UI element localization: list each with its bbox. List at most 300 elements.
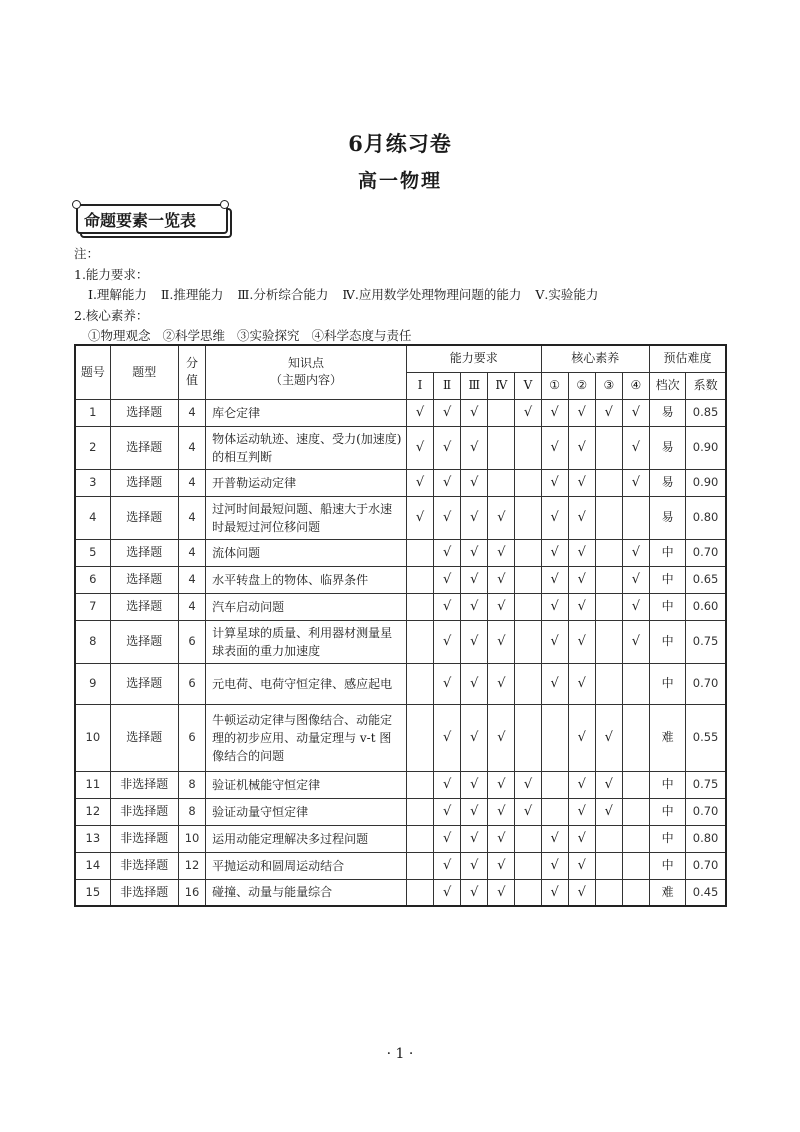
check-mark-icon: √ (550, 545, 559, 560)
question-score: 4 (178, 496, 205, 539)
ability-cell (488, 593, 515, 620)
question-type: 选择题 (110, 593, 178, 620)
ability-cell (515, 426, 541, 469)
check-mark-icon: √ (415, 405, 425, 420)
check-mark-icon: √ (470, 405, 479, 420)
ability-heading: 1.能力要求： (74, 266, 149, 282)
ability-cell (461, 825, 488, 852)
check-mark-icon: √ (577, 730, 586, 745)
check-mark-icon: √ (550, 599, 559, 614)
question-type: 非选择题 (110, 771, 178, 798)
question-score: 16 (178, 879, 205, 906)
question-number: 10 (75, 704, 110, 771)
check-mark-icon: √ (442, 676, 452, 691)
core-cell (622, 771, 649, 798)
header-ability-col: Ⅰ (406, 372, 433, 399)
core-cell (622, 663, 649, 704)
difficulty-level: 难 (650, 879, 686, 906)
core-cell (622, 593, 649, 620)
ability-cell (406, 704, 433, 771)
core-cell (622, 566, 649, 593)
header-score-bottom: 值 (186, 373, 199, 388)
check-mark-icon: √ (470, 777, 479, 792)
check-mark-icon: √ (470, 634, 479, 649)
ability-cell (434, 879, 461, 906)
check-mark-icon: √ (442, 405, 452, 420)
table-row (75, 539, 726, 566)
core-cell (595, 593, 622, 620)
ability-cell (434, 852, 461, 879)
difficulty-coefficient: 0.70 (686, 798, 726, 825)
check-mark-icon: √ (577, 475, 586, 490)
core-cell (541, 852, 568, 879)
check-mark-icon: √ (470, 884, 479, 900)
check-mark-icon: √ (442, 475, 452, 490)
question-type: 选择题 (110, 663, 178, 704)
question-number: 2 (75, 426, 110, 469)
difficulty-level: 中 (650, 798, 686, 825)
difficulty-coefficient: 0.70 (686, 663, 726, 704)
table-row (75, 663, 726, 704)
page-number: · 1 · (386, 1046, 414, 1062)
header-core: 核心素养 (541, 345, 649, 372)
ability-cell (515, 399, 541, 426)
check-mark-icon: √ (550, 831, 559, 846)
core-cell (622, 852, 649, 879)
check-mark-icon: √ (550, 475, 559, 490)
check-mark-icon: √ (497, 545, 506, 560)
core-cell (541, 825, 568, 852)
ability-cell (488, 469, 515, 496)
check-mark-icon: √ (470, 572, 479, 587)
ability-cell (461, 496, 488, 539)
ability-cell (461, 593, 488, 620)
core-cell (595, 771, 622, 798)
difficulty-coefficient: 0.80 (686, 496, 726, 539)
question-type: 非选择题 (110, 798, 178, 825)
check-mark-icon: √ (631, 572, 641, 587)
ability-cell (461, 771, 488, 798)
question-score: 6 (178, 663, 205, 704)
check-mark-icon: √ (604, 804, 613, 819)
ability-cell (488, 399, 515, 426)
core-cell (622, 825, 649, 852)
difficulty-coefficient: 0.80 (686, 825, 726, 852)
difficulty-coefficient: 0.75 (686, 620, 726, 663)
check-mark-icon: √ (470, 730, 479, 745)
check-mark-icon: √ (470, 545, 479, 560)
ability-cell (515, 496, 541, 539)
header-ability: 能力要求 (406, 345, 541, 372)
check-mark-icon: √ (497, 634, 506, 649)
check-mark-icon: √ (577, 804, 586, 819)
core-cell (568, 496, 595, 539)
ability-cell (406, 539, 433, 566)
core-cell (595, 469, 622, 496)
check-mark-icon: √ (550, 858, 559, 873)
check-mark-icon: √ (550, 884, 559, 900)
ability-cell (488, 704, 515, 771)
check-mark-icon: √ (470, 858, 479, 873)
core-cell (541, 469, 568, 496)
difficulty-coefficient: 0.60 (686, 593, 726, 620)
question-number: 14 (75, 852, 110, 879)
ability-cell (515, 771, 541, 798)
check-mark-icon: √ (470, 831, 479, 846)
core-cell (568, 620, 595, 663)
check-mark-icon: √ (497, 831, 506, 846)
core-cell (595, 426, 622, 469)
check-mark-icon: √ (604, 405, 613, 420)
header-core-col: ③ (595, 372, 622, 399)
ability-cell (434, 539, 461, 566)
check-mark-icon: √ (442, 599, 452, 614)
check-mark-icon: √ (550, 405, 559, 420)
header-knowledge-top: 知识点 (288, 356, 325, 371)
table-row (75, 771, 726, 798)
check-mark-icon: √ (442, 884, 452, 900)
ability-cell (406, 771, 433, 798)
question-score: 4 (178, 469, 205, 496)
question-score: 8 (178, 771, 205, 798)
core-cell (595, 663, 622, 704)
header-score-top: 分 (186, 356, 199, 371)
header-score (178, 345, 205, 399)
knowledge-point: 牛顿运动定律与图像结合、动能定理的初步应用、动量定理与 v-t 图像结合的问题 (206, 704, 407, 771)
ability-cell (406, 663, 433, 704)
difficulty-level: 中 (650, 825, 686, 852)
check-mark-icon: √ (497, 884, 506, 900)
header-ability-col: Ⅲ (461, 372, 488, 399)
ability-cell (488, 426, 515, 469)
check-mark-icon: √ (550, 572, 559, 587)
header-no: 题号 (75, 345, 110, 399)
question-number: 4 (75, 496, 110, 539)
question-score: 4 (178, 566, 205, 593)
knowledge-point: 平抛运动和圆周运动结合 (206, 852, 407, 879)
check-mark-icon: √ (523, 405, 533, 420)
knowledge-point: 验证机械能守恒定律 (206, 771, 407, 798)
ability-cell (434, 566, 461, 593)
ability-cell (461, 399, 488, 426)
question-type: 选择题 (110, 426, 178, 469)
check-mark-icon: √ (577, 599, 586, 614)
core-cell (622, 469, 649, 496)
difficulty-level: 中 (650, 663, 686, 704)
check-mark-icon: √ (577, 405, 586, 420)
core-cell (622, 879, 649, 906)
check-mark-icon: √ (631, 440, 641, 455)
core-cell (568, 469, 595, 496)
check-mark-icon: √ (470, 510, 479, 525)
ability-cell (488, 539, 515, 566)
check-mark-icon: √ (497, 510, 506, 525)
ability-cell (461, 426, 488, 469)
check-mark-icon: √ (442, 831, 452, 846)
question-type: 非选择题 (110, 879, 178, 906)
core-cell (595, 399, 622, 426)
ability-cell (515, 469, 541, 496)
difficulty-coefficient: 0.70 (686, 852, 726, 879)
check-mark-icon: √ (577, 831, 586, 846)
core-cell (541, 798, 568, 825)
table-row (75, 399, 726, 426)
ability-cell (515, 704, 541, 771)
ability-list (74, 285, 608, 306)
ability-cell (488, 620, 515, 663)
ability-item: Ⅱ.推理能力 (160, 287, 224, 302)
core-item: ①物理观念 (88, 328, 151, 343)
check-mark-icon: √ (415, 510, 425, 525)
core-item: ④科学态度与责任 (311, 328, 412, 343)
difficulty-coefficient: 0.75 (686, 771, 726, 798)
difficulty-level: 中 (650, 852, 686, 879)
core-cell (541, 771, 568, 798)
core-cell (568, 426, 595, 469)
difficulty-level: 中 (650, 539, 686, 566)
check-mark-icon: √ (497, 599, 506, 614)
ability-cell (406, 426, 433, 469)
question-score: 4 (178, 539, 205, 566)
check-mark-icon: √ (577, 510, 586, 525)
check-mark-icon: √ (523, 777, 533, 792)
core-cell (595, 852, 622, 879)
core-cell (595, 539, 622, 566)
check-mark-icon: √ (442, 777, 452, 792)
difficulty-level: 中 (650, 566, 686, 593)
header-core-col: ④ (622, 372, 649, 399)
difficulty-level: 易 (650, 496, 686, 539)
question-score: 10 (178, 825, 205, 852)
check-mark-icon: √ (442, 858, 452, 873)
ability-cell (434, 399, 461, 426)
core-cell (541, 593, 568, 620)
ability-cell (406, 593, 433, 620)
check-mark-icon: √ (442, 634, 452, 649)
check-mark-icon: √ (497, 777, 506, 792)
ability-cell (488, 663, 515, 704)
ability-cell (461, 879, 488, 906)
check-mark-icon: √ (442, 545, 452, 560)
check-mark-icon: √ (497, 730, 506, 745)
question-score: 4 (178, 426, 205, 469)
knowledge-point: 元电荷、电荷守恒定律、感应起电 (206, 663, 407, 704)
ability-item: Ⅲ.分析综合能力 (237, 287, 329, 302)
ability-cell (515, 879, 541, 906)
core-cell (622, 704, 649, 771)
ability-cell (406, 566, 433, 593)
header-level: 档次 (650, 372, 686, 399)
table-body (75, 399, 726, 906)
table-row (75, 620, 726, 663)
knowledge-point: 计算星球的质量、利用器材测量星球表面的重力加速度 (206, 620, 407, 663)
knowledge-point: 碰撞、动量与能量综合 (206, 879, 407, 906)
ability-cell (461, 704, 488, 771)
header-core-col: ① (541, 372, 568, 399)
question-number: 15 (75, 879, 110, 906)
check-mark-icon: √ (497, 572, 506, 587)
ability-item: Ⅰ.理解能力 (88, 287, 147, 302)
section-banner (72, 200, 232, 236)
core-cell (541, 620, 568, 663)
ability-cell (406, 825, 433, 852)
table-row (75, 566, 726, 593)
check-mark-icon: √ (523, 804, 533, 819)
ability-cell (406, 798, 433, 825)
header-ability-col: Ⅱ (434, 372, 461, 399)
core-cell (568, 399, 595, 426)
table-row (75, 879, 726, 906)
core-cell (568, 825, 595, 852)
question-score: 6 (178, 704, 205, 771)
check-mark-icon: √ (577, 634, 586, 649)
check-mark-icon: √ (442, 510, 452, 525)
core-cell (541, 566, 568, 593)
ability-cell (515, 663, 541, 704)
core-cell (595, 620, 622, 663)
check-mark-icon: √ (442, 572, 452, 587)
check-mark-icon: √ (470, 475, 479, 490)
question-type: 选择题 (110, 620, 178, 663)
check-mark-icon: √ (631, 634, 641, 649)
question-number: 12 (75, 798, 110, 825)
question-number: 3 (75, 469, 110, 496)
knowledge-point: 物体运动轨迹、速度、受力(加速度)的相互判断 (206, 426, 407, 469)
notes-section (74, 244, 608, 347)
core-cell (541, 399, 568, 426)
question-score: 4 (178, 593, 205, 620)
ability-cell (461, 852, 488, 879)
core-cell (595, 879, 622, 906)
ability-cell (515, 852, 541, 879)
banner-ring-icon (72, 200, 81, 209)
ability-cell (461, 566, 488, 593)
page-title: 6月练习卷 (348, 131, 452, 156)
check-mark-icon: √ (631, 599, 641, 614)
difficulty-coefficient: 0.90 (686, 469, 726, 496)
core-cell (541, 539, 568, 566)
check-mark-icon: √ (470, 676, 479, 691)
elements-table (74, 344, 727, 907)
ability-cell (461, 620, 488, 663)
check-mark-icon: √ (442, 804, 452, 819)
core-cell (568, 539, 595, 566)
table-row (75, 469, 726, 496)
check-mark-icon: √ (631, 475, 641, 490)
question-number: 9 (75, 663, 110, 704)
check-mark-icon: √ (604, 730, 613, 745)
check-mark-icon: √ (577, 572, 586, 587)
knowledge-point: 验证动量守恒定律 (206, 798, 407, 825)
ability-cell (434, 825, 461, 852)
ability-item: Ⅴ.实验能力 (535, 287, 599, 302)
check-mark-icon: √ (442, 440, 452, 455)
question-number: 13 (75, 825, 110, 852)
question-number: 7 (75, 593, 110, 620)
check-mark-icon: √ (415, 475, 425, 490)
ability-cell (434, 771, 461, 798)
check-mark-icon: √ (631, 545, 641, 560)
header-ability-col: Ⅳ (488, 372, 515, 399)
ability-cell (488, 496, 515, 539)
ability-cell (488, 771, 515, 798)
question-type: 选择题 (110, 566, 178, 593)
difficulty-level: 中 (650, 593, 686, 620)
ability-cell (488, 566, 515, 593)
knowledge-point: 流体问题 (206, 539, 407, 566)
ability-cell (515, 798, 541, 825)
ability-cell (406, 399, 433, 426)
ability-cell (461, 469, 488, 496)
core-cell (595, 704, 622, 771)
core-heading: 2.核心素养： (74, 307, 149, 323)
check-mark-icon: √ (550, 440, 559, 455)
difficulty-coefficient: 0.55 (686, 704, 726, 771)
ability-cell (434, 593, 461, 620)
page-subtitle: 高一物理 (357, 170, 442, 192)
core-cell (622, 399, 649, 426)
knowledge-point: 过河时间最短问题、船速大于水速时最短过河位移问题 (206, 496, 407, 539)
ability-cell (488, 879, 515, 906)
core-cell (568, 593, 595, 620)
ability-cell (406, 879, 433, 906)
question-score: 6 (178, 620, 205, 663)
ability-cell (434, 426, 461, 469)
knowledge-point: 汽车启动问题 (206, 593, 407, 620)
check-mark-icon: √ (550, 634, 559, 649)
question-type: 选择题 (110, 496, 178, 539)
banner-ring-icon (220, 200, 229, 209)
knowledge-point: 开普勒运动定律 (206, 469, 407, 496)
core-cell (541, 704, 568, 771)
ability-cell (434, 620, 461, 663)
table-row (75, 426, 726, 469)
question-type: 非选择题 (110, 852, 178, 879)
difficulty-level: 中 (650, 771, 686, 798)
difficulty-coefficient: 0.65 (686, 566, 726, 593)
core-cell (568, 663, 595, 704)
ability-cell (434, 663, 461, 704)
difficulty-coefficient: 0.85 (686, 399, 726, 426)
difficulty-level: 易 (650, 426, 686, 469)
core-cell (595, 496, 622, 539)
knowledge-point: 库仑定律 (206, 399, 407, 426)
ability-cell (461, 539, 488, 566)
check-mark-icon: √ (497, 858, 506, 873)
question-number: 1 (75, 399, 110, 426)
question-number: 11 (75, 771, 110, 798)
check-mark-icon: √ (577, 676, 586, 691)
table-row (75, 704, 726, 771)
ability-item: Ⅳ.应用数学处理物理问题的能力 (342, 287, 522, 302)
core-cell (622, 620, 649, 663)
core-cell (541, 879, 568, 906)
check-mark-icon: √ (604, 777, 613, 792)
check-mark-icon: √ (497, 804, 506, 819)
core-cell (568, 852, 595, 879)
ability-cell (488, 825, 515, 852)
core-cell (568, 798, 595, 825)
ability-cell (434, 496, 461, 539)
question-number: 5 (75, 539, 110, 566)
header-difficulty: 预估难度 (650, 345, 727, 372)
core-cell (622, 798, 649, 825)
table-row (75, 593, 726, 620)
core-cell (541, 496, 568, 539)
check-mark-icon: √ (470, 599, 479, 614)
header-coef: 系数 (686, 372, 726, 399)
check-mark-icon: √ (442, 730, 452, 745)
